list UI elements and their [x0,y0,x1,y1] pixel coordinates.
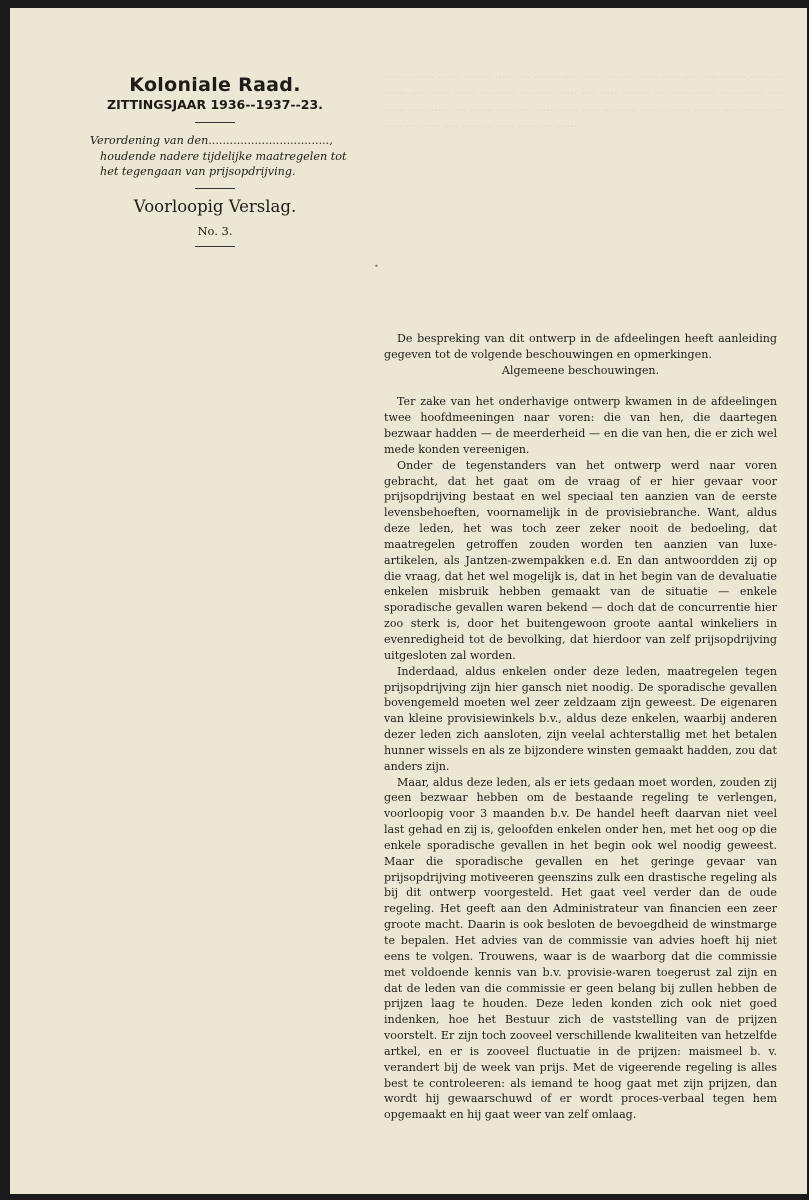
bleed-through-text: ···· ··· ····· ·· ··· ········ ····· ···· ······· ···· ······ ··· ···· ······ ····· ····· ···· ······· ····· ···· ······ ···· ······ ······ ···· ····· ·· ······ ······ ···· ····· ········ ···· ······ ····· ·· ··· ····· ····· ······ ···· ······ ···· ······· ···· ····· ······ ····· ····· ··· ······ ···· ··· ····· ······· ···· ········ ···· ····· ···· ····· ···· ····· ··· ····· ····· ···· ······ [385,71,785,134]
intro-paragraph: De bespreking van dit ontwerp in de afdeelingen heeft aanleiding gegeven tot de volgende beschouwingen en opmerkingen. [384,332,777,361]
divider [195,188,235,189]
document-header [80,74,350,255]
report-body [384,331,777,1123]
ordinance-line-1: Verordening van den.................................., [90,134,333,147]
ordinance-line-2: houdende nadere tijdelijke maatregelen tot [100,149,347,163]
body-paragraph: Ter zake van het onderhavige ontwerp kwamen in de afdeelingen twee hoofdmeeningen naar voren: die van hen, die daartegen bezwaar hadden — de meerderheid — en die van hen, die er zich wel mede konden vereenigen. [384,395,777,456]
ordinance-line-3: het tegengaan van prijsopdrijving. [100,165,296,178]
body-paragraph: Inderdaad, aldus enkelen onder deze leden, maatregelen tegen prijsopdrijving zijn hier gansch niet noodig. De sporadische gevallen bovengemeld moeten wel zeer zeldzaam zijn geweest. De eigenaren van kleine provisiewinkels b.v., aldus deze enkelen, waarbij anderen dezer leden zich aansloten, zijn veelal achterstallig met het betalen hunner wissels en als ze bijzondere winsten gemaakt hadden, zou dat anders zijn. [384,664,777,773]
report-number: No. 3. [197,223,233,238]
page-title: Koloniale Raad. [129,74,301,96]
divider [195,246,235,247]
page-speck: • [374,262,379,271]
ordinance-description [90,133,350,180]
body-paragraph: Onder de tegenstanders van het ontwerp werd naar voren gebracht, dat het gaat om de vraag of er hier gevaar voor prijsopdrijving bestaat en wel speciaal ten aanzien van de eerste levensbehoeften, voornamelijk in de provisiebranche. Want, aldus deze leden, het was toch zeer zeker nooit de bedoeling, dat maatregelen getroffen zouden worden ten aanzien van luxe-artikelen, als Jantzen-zwempakken e.d. En dan antwoordden zij op die vraag, dat het wel mogelijk is, dat in het begin van de devaluatie enkelen misbruik hebben gemaakt van de situatie — enkele sporadische gevallen waren bekend — doch dat de concurrentie hier zoo sterk is, door het buitengewoon groote aantal winkeliers in evenredigheid tot de bevolking, dat hierdoor van zelf prijsopdrijving uitgesloten zal worden. [384,458,777,662]
session-year: ZITTINGSJAAR 1936--1937--23. [107,97,323,112]
divider [195,122,235,123]
body-paragraph: Maar, aldus deze leden, als er iets gedaan moet worden, zouden zij geen bezwaar hebben om de bestaande regeling te verlengen, voorloopig voor 3 maanden b.v. De handel heeft daarvan niet veel last gehad en zij is, geloofden enkelen onder hen, met het oog op die enkele sporadische gevallen in het begin ook wel noodig geweest. Maar die sporadische gevallen en het geringe gevaar van prijsopdrijving motiveeren geenszins zulk een drastische regeling als bij dit ontwerp voorgesteld. Het gaat veel verder dan de oude regeling. Het geeft aan den Administrateur van financien een zeer groote macht. Daarin is ook besloten de bevoegdheid de winstmarge te bepalen. Het advies van de commissie van advies hoeft hij niet eens te volgen. Trouwens, waar is de waarborg dat die commissie met voldoende kennis van b.v. provisie-waren toegerust zal zijn en dat de leden van die commissie er geen belang bij zullen hebben de prijzen laag te houden. Deze leden konden zich ook niet goed indenken, hoe het Bestuur zich de vaststelling van de prijzen voorstelt. Er zijn toch zooveel verschillende kwaliteiten van hetzelfde artkel, en er is zooveel fluctuatie in de prijzen: maismeel b. v. verandert bij de week van prijs. Met de vigeerende regeling is alles best te controleeren: als iemand te hoog gaat met zijn prijzen, dan wordt hij gewaarschuwd of er wordt proces-verbaal tegen hem opgemaakt en hij gaat weer van zelf omlaag. [384,775,777,1122]
report-title: Voorloopig Verslag. [133,196,297,216]
section-heading: Algemeene beschouwingen. [501,363,660,377]
document-page [10,8,807,1194]
